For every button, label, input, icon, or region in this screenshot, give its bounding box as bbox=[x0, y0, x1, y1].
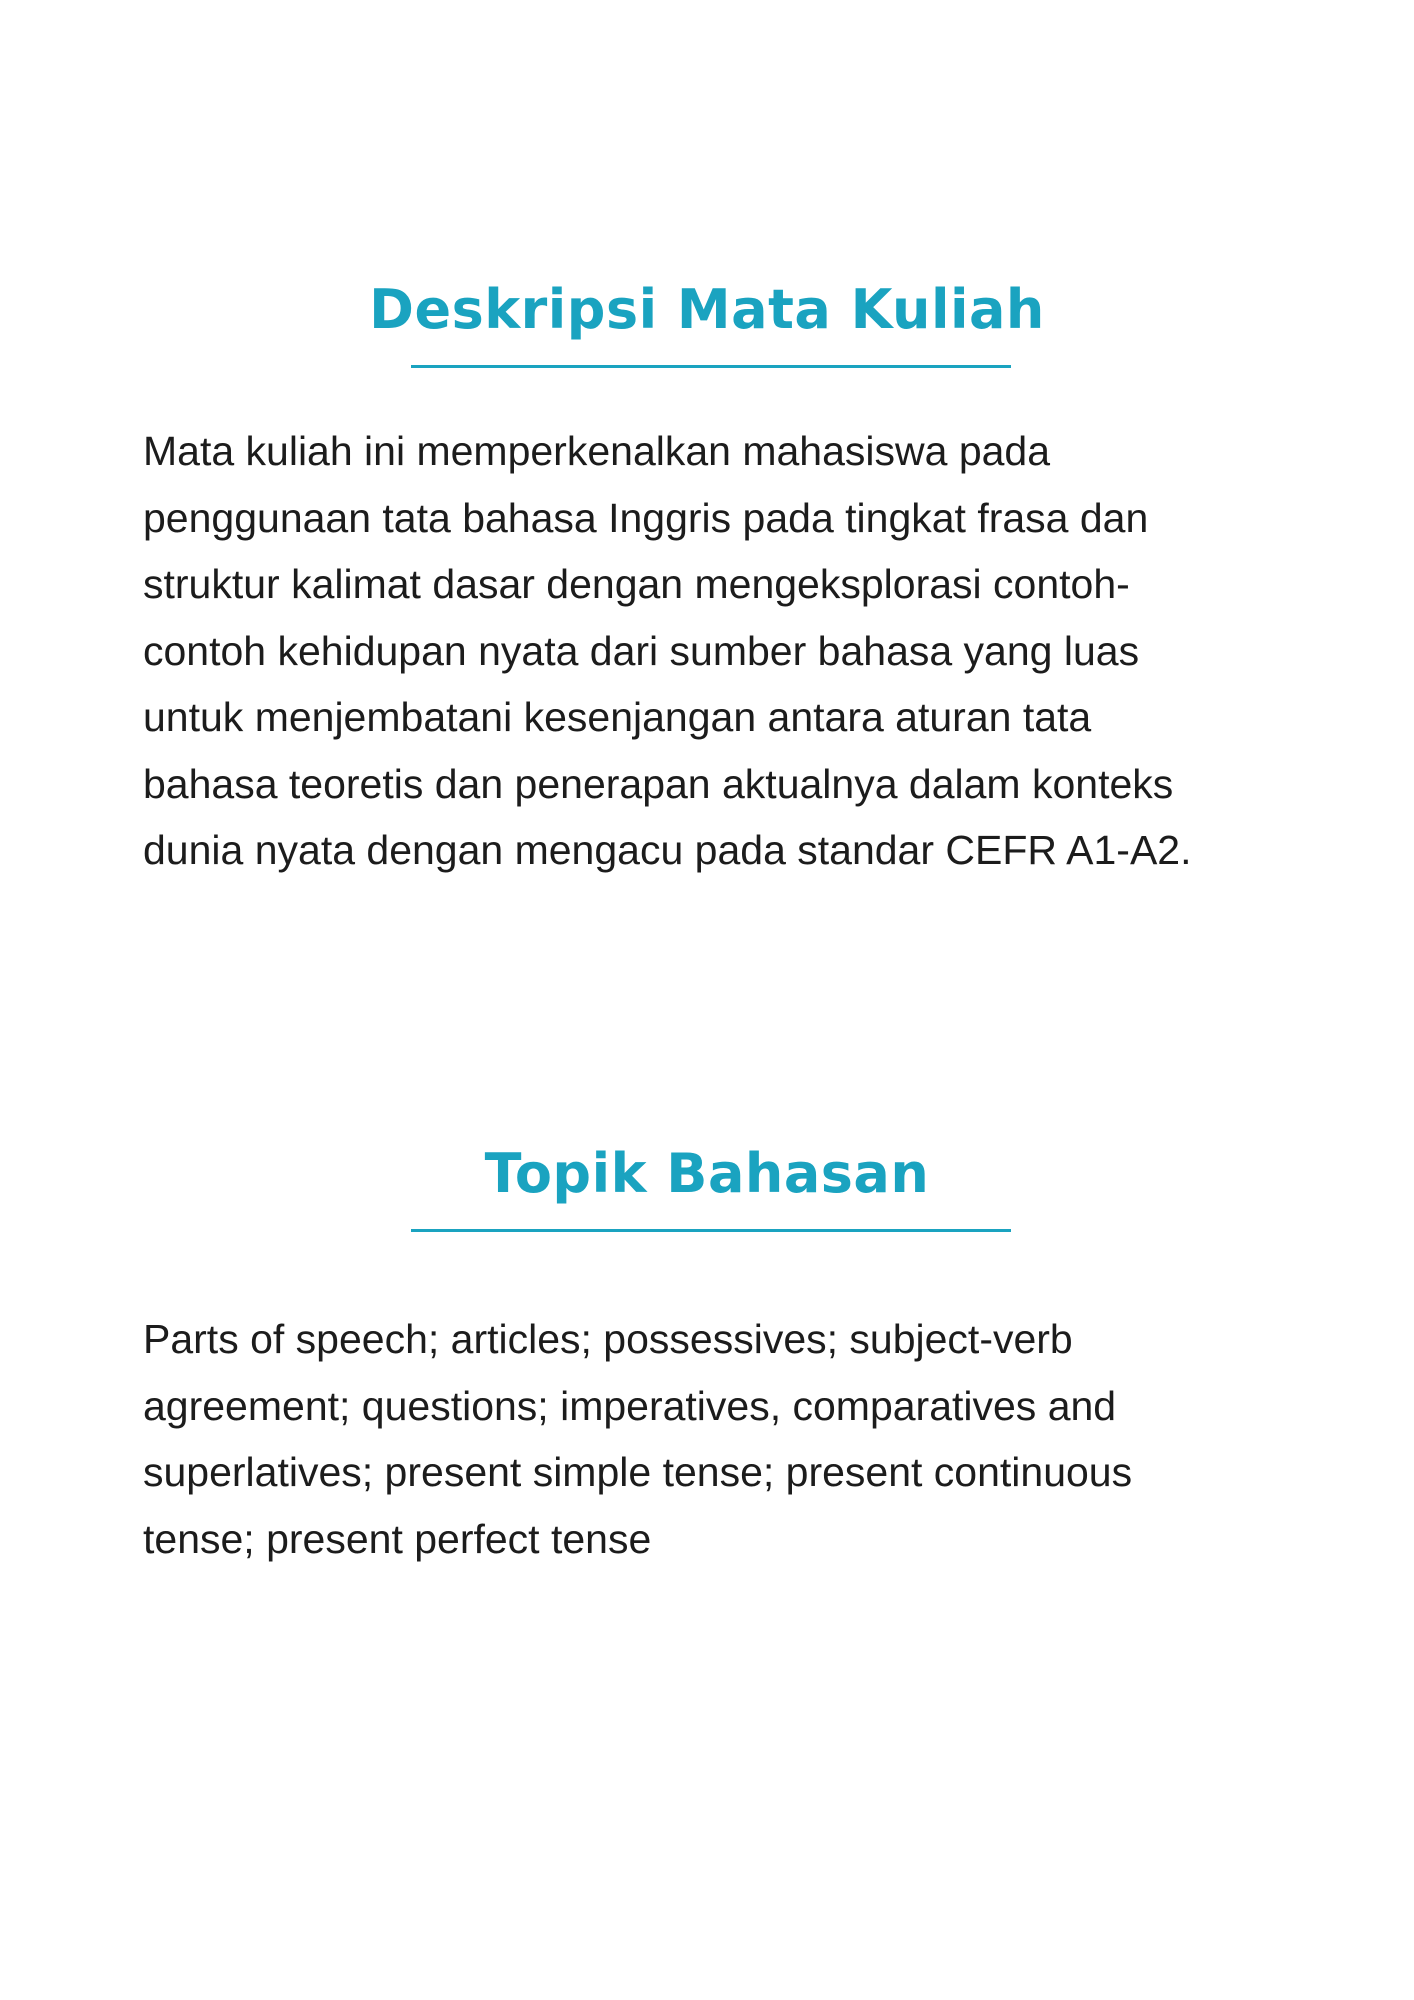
description-line: bahasa teoretis dan penerapan aktualnya dalam konteks bbox=[143, 760, 1174, 807]
description-title-underline bbox=[411, 365, 1011, 368]
description-line: penggunaan tata bahasa Inggris pada tingkat frasa dan bbox=[143, 494, 1149, 541]
topics-line: Parts of speech; articles; possessives; subject-verb bbox=[143, 1316, 1073, 1362]
description-body bbox=[143, 418, 1283, 884]
description-line: untuk menjembatani kesenjangan antara aturan tata bbox=[143, 694, 1092, 740]
topics-line: tense; present perfect tense bbox=[143, 1515, 652, 1562]
description-line: struktur kalimat dasar dengan mengeksplorasi contoh- bbox=[143, 561, 1130, 607]
description-line: Mata kuliah ini memperkenalkan mahasiswa pada bbox=[143, 428, 1051, 474]
topics-title: Topik Bahasan bbox=[484, 1142, 930, 1205]
topics-title-underline bbox=[411, 1229, 1011, 1232]
description-line: dunia nyata dengan mengacu pada standar CEFR A1-A2. bbox=[143, 827, 1192, 873]
description-line: contoh kehidupan nyata dari sumber bahasa yang luas bbox=[143, 627, 1140, 674]
topics-line: superlatives; present simple tense; present continuous bbox=[143, 1449, 1133, 1495]
description-title: Deskripsi Mata Kuliah bbox=[369, 278, 1045, 341]
topics-body bbox=[143, 1306, 1283, 1572]
topics-line: agreement; questions; imperatives, comparatives and bbox=[143, 1382, 1117, 1429]
